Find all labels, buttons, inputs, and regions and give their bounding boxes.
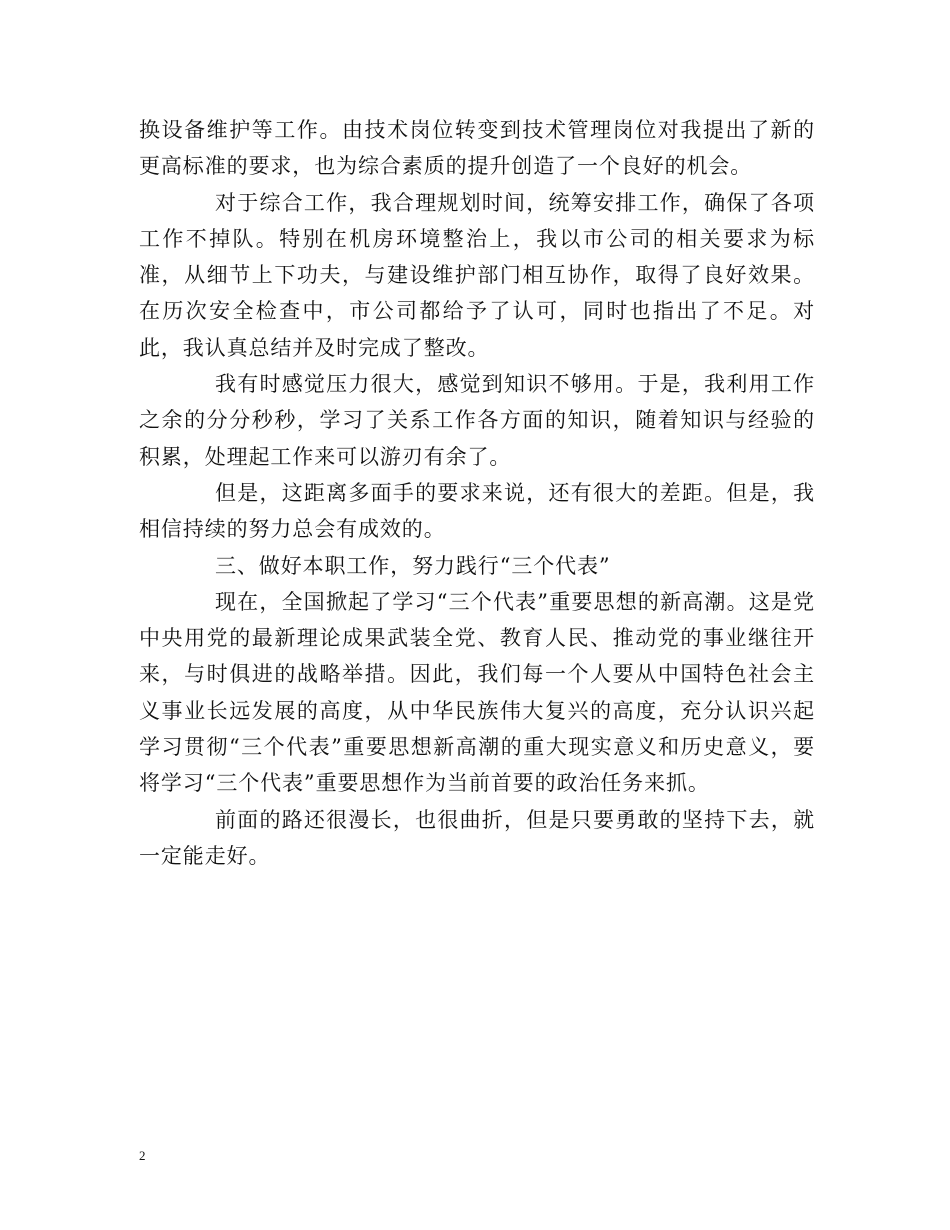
document-body [139,112,815,874]
paragraph-comprehensive-work: 对于综合工作，我合理规划时间，统筹安排工作，确保了各项工作不掉队。特别在机房环境整治上，我以市公司的相关要求为标准，从细节上下功夫，与建设维护部门相互协作，取得了良好效果。在历次安全检查中，市公司都给予了认可，同时也指出了不足。对此，我认真总结并及时完成了整改。 [139,190,815,360]
paragraph-three-represents: 现在，全国掀起了学习“三个代表”重要思想的新高潮。这是党中央用党的最新理论成果武装全党、教育人民、推动党的事业继往开来，与时俱进的战略举措。因此，我们每一个人要从中国特色社会主义事业长远发展的高度，从中华民族伟大复兴的高度，充分认识兴起学习贯彻“三个代表”重要思想新高潮的重大现实意义和历史意义，要将学习“三个代表”重要思想作为当前首要的政治任务来抓。 [139,589,815,796]
paragraph-gap: 但是，这距离多面手的要求来说，还有很大的差距。但是，我相信持续的努力总会有成效的。 [139,480,815,542]
paragraph-work-pressure: 我有时感觉压力很大，感觉到知识不够用。于是，我利用工作之余的分分秒秒，学习了关系工作各方面的知识，随着知识与经验的积累，处理起工作来可以游刃有余了。 [139,372,815,469]
paragraph-continuation: 换设备维护等工作。由技术岗位转变到技术管理岗位对我提出了新的更高标准的要求，也为综合素质的提升创造了一个良好的机会。 [139,118,815,179]
section-heading: 三、做好本职工作，努力践行“三个代表” [215,553,611,578]
paragraph-conclusion: 前面的路还很漫长，也很曲折，但是只要勇敢的坚持下去，就一定能走好。 [139,807,815,868]
page-number: 2 [139,1148,146,1163]
